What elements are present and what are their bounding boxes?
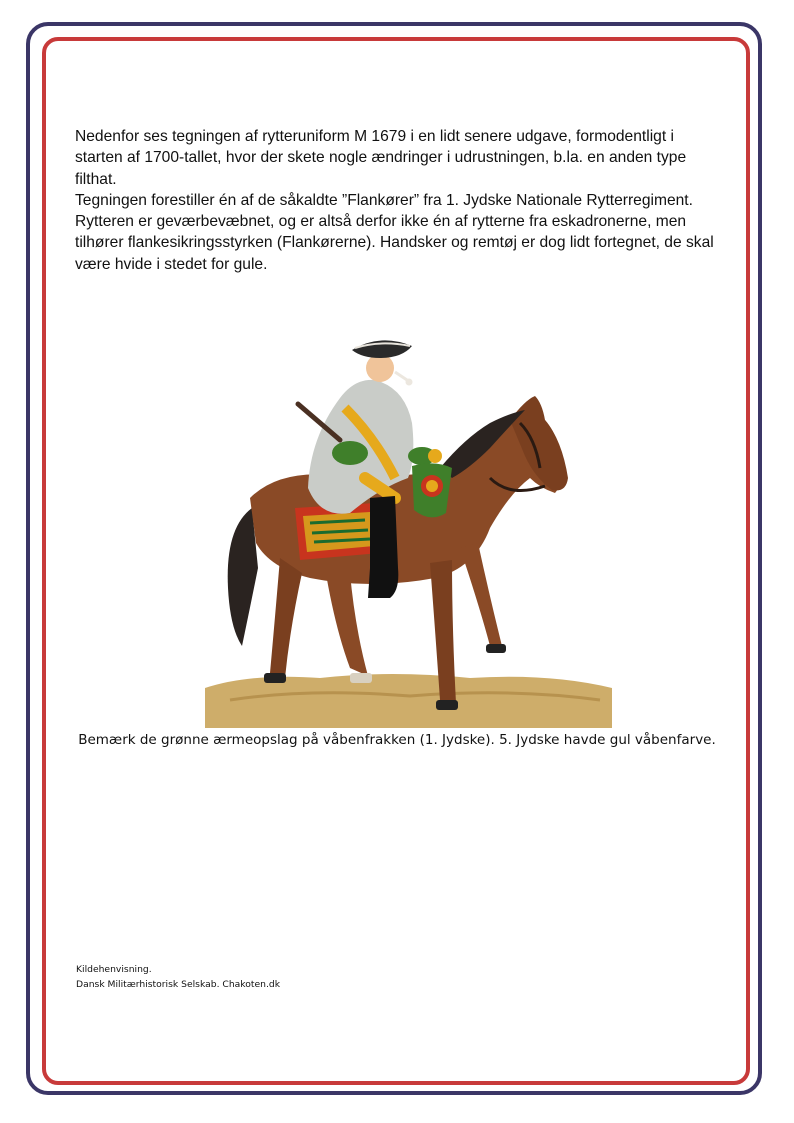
cavalryman-illustration xyxy=(190,328,620,730)
horse-tail xyxy=(228,508,258,646)
intro-text xyxy=(75,126,725,275)
horse-leg-rear-right xyxy=(325,568,368,676)
source-label: Kildehenvisning. xyxy=(76,964,152,975)
rider-face xyxy=(366,354,394,382)
intro-paragraph-2: Tegningen forestiller én af de såkaldte ”Flankører” fra 1. Jydske Nationale Rytterregiment. Rytteren er geværbevæbnet, og er altså derfor ikke én af rytterne fra eskadronerne, men tilhører flankesikringsstyrken (Flankørerne). Handsker og remtøj er dog lidt fortegnet, de skal være hvide i stedet for gule. xyxy=(75,191,714,273)
intro-paragraph-1: Nedenfor ses tegningen af rytteruniform M 1679 i en lidt senere udgave, formodentligt i starten af 1700-tallet, hvor der skete nogle ændringer i udrustningen, b.la. en anden type filthat. xyxy=(75,128,687,188)
source-text: Dansk Militærhistorisk Selskab. Chakoten.dk xyxy=(76,978,281,990)
horse-leg-front-right xyxy=(460,543,502,646)
source-reference xyxy=(76,963,280,992)
figure-caption: Bemærk de grønne ærmeopslag på våbenfrakken (1. Jydske). 5. Jydske havde gul våbenfarve. xyxy=(78,732,716,748)
rider-boot xyxy=(368,496,398,598)
green-cuff-left xyxy=(332,441,368,465)
horse-leg-rear-left xyxy=(270,558,302,678)
